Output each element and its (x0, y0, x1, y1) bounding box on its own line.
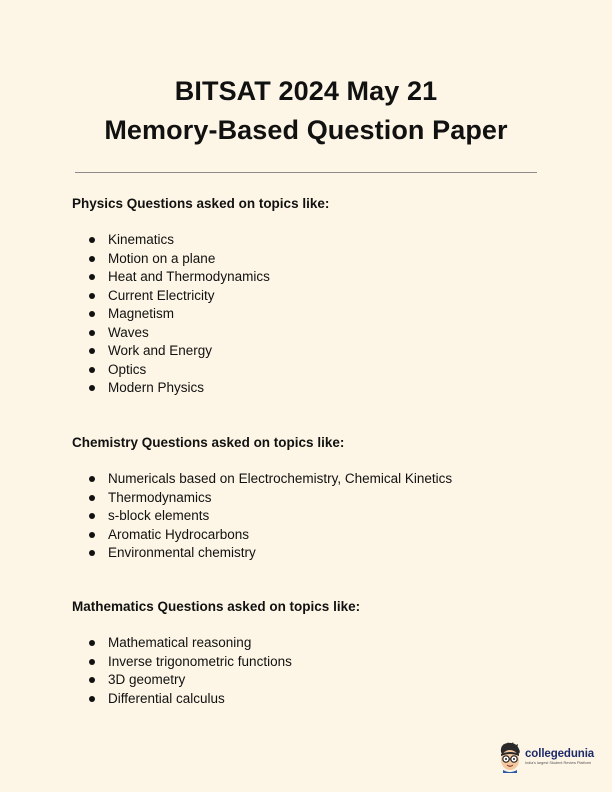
mathematics-topic-label: 3D geometry (108, 672, 186, 687)
mathematics-topic-label: Differential calculus (108, 690, 225, 706)
page-title-line-2: Memory-Based Question Paper (104, 115, 508, 145)
chemistry-topic (87, 526, 452, 545)
bullet-icon (89, 495, 95, 501)
title-divider (75, 172, 537, 173)
physics-topic-label: Optics (108, 361, 147, 377)
mathematics-topic (87, 671, 292, 690)
physics-heading: Physics Questions asked on topics like: (72, 196, 330, 211)
physics-topic-label: Heat and Thermodynamics (108, 269, 270, 284)
chemistry-topic-label: Aromatic Hydrocarbons (108, 526, 250, 542)
physics-topic (87, 250, 270, 269)
chemistry-topic (87, 470, 452, 489)
mascot-face-icon (497, 741, 523, 773)
bullet-icon (89, 696, 95, 702)
mathematics-topic (87, 690, 292, 709)
bullet-icon (89, 311, 95, 317)
physics-topic-list (87, 231, 270, 398)
bullet-icon (89, 677, 95, 683)
physics-topic-label: Magnetism (108, 306, 175, 321)
chemistry-topic-label: s-block elements (108, 508, 210, 523)
page-title-line-1: BITSAT 2024 May 21 (174, 76, 438, 106)
logo-tagline: India's largest Student Review Platform (525, 761, 592, 765)
physics-topic (87, 305, 270, 324)
physics-topic-label: Kinematics (108, 232, 175, 247)
mathematics-topic-list (87, 634, 292, 708)
bullet-icon (89, 640, 95, 646)
bullet-icon (89, 274, 95, 280)
bullet-icon (89, 293, 95, 299)
chemistry-heading: Chemistry Questions asked on topics like: (72, 435, 345, 450)
physics-topic (87, 379, 270, 398)
collegedunia-logo (497, 741, 602, 775)
bullet-icon (89, 367, 95, 373)
mathematics-topic-label: Mathematical reasoning (108, 635, 252, 650)
bullet-icon (89, 550, 95, 556)
mathematics-topic (87, 653, 292, 672)
bullet-icon (89, 513, 95, 519)
physics-topic-label: Current Electricity (108, 287, 215, 303)
bullet-icon (89, 237, 95, 243)
bullet-icon (89, 385, 95, 391)
physics-topic (87, 361, 270, 380)
chemistry-topic (87, 489, 452, 508)
mathematics-topic-label: Inverse trigonometric functions (108, 653, 292, 669)
physics-topic (87, 287, 270, 306)
chemistry-topic-label: Thermodynamics (108, 489, 212, 505)
chemistry-topic-label: Numericals based on Electrochemistry, Chemical Kinetics (108, 471, 453, 486)
bullet-icon (89, 348, 95, 354)
physics-topic (87, 324, 270, 343)
physics-topic-label: Motion on a plane (108, 250, 216, 266)
bullet-icon (89, 476, 95, 482)
physics-topic-label: Work and Energy (108, 343, 213, 358)
physics-topic-label: Waves (108, 324, 149, 340)
mathematics-topic (87, 634, 292, 653)
physics-topic (87, 231, 270, 250)
physics-topic-label: Modern Physics (108, 380, 205, 395)
physics-topic (87, 342, 270, 361)
bullet-icon (89, 330, 95, 336)
bullet-icon (89, 256, 95, 262)
bullet-icon (89, 532, 95, 538)
chemistry-topic-label: Environmental chemistry (108, 545, 256, 560)
logo-wordmark: collegedunia (525, 748, 595, 760)
chemistry-topic (87, 544, 452, 563)
chemistry-topic (87, 507, 452, 526)
bullet-icon (89, 659, 95, 665)
chemistry-topic-list (87, 470, 452, 563)
mathematics-heading: Mathematics Questions asked on topics like: (72, 599, 361, 614)
physics-topic (87, 268, 270, 287)
